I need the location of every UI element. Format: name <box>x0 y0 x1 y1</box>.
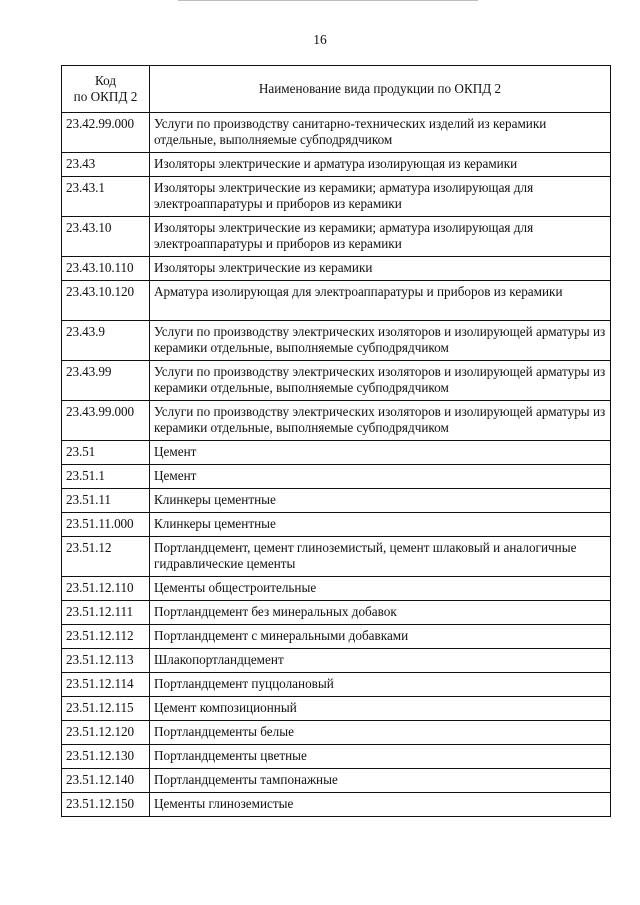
table-row <box>62 577 611 601</box>
product-name-cell: Портландцемент без минеральных добавок <box>150 601 611 625</box>
table-row <box>62 513 611 537</box>
product-name-cell: Услуги по производству санитарно-технических изделий из керамики отдельные, выполняемые субподрядчиком <box>150 113 611 153</box>
okpd-code-cell: 23.51 <box>62 441 150 465</box>
table-row <box>62 113 611 153</box>
table-row <box>62 697 611 721</box>
okpd-code-cell: 23.51.12.114 <box>62 673 150 697</box>
table-row <box>62 489 611 513</box>
okpd-code-cell: 23.51.12.115 <box>62 697 150 721</box>
table-row <box>62 321 611 361</box>
table-row <box>62 537 611 577</box>
okpd-code-cell: 23.43.99 <box>62 361 150 401</box>
table-row <box>62 441 611 465</box>
page-number: 16 <box>313 32 327 47</box>
product-name-cell: Клинкеры цементные <box>150 513 611 537</box>
table-row <box>62 361 611 401</box>
product-name-cell: Портландцемент пуццолановый <box>150 673 611 697</box>
table-row <box>62 793 611 817</box>
product-name-cell: Цементы глиноземистые <box>150 793 611 817</box>
product-name-cell: Услуги по производству электрических изоляторов и изолирующей арматуры из керамики отдельные, выполняемые субподрядчиком <box>150 361 611 401</box>
table-row <box>62 769 611 793</box>
product-name-cell: Цемент <box>150 441 611 465</box>
table-row <box>62 649 611 673</box>
table-row <box>62 745 611 769</box>
product-name-cell: Изоляторы электрические из керамики; арматура изолирующая для электроаппаратуры и приборов из керамики <box>150 217 611 257</box>
okpd-code-cell: 23.51.1 <box>62 465 150 489</box>
header-name: Наименование вида продукции по ОКПД 2 <box>150 66 611 113</box>
table-row <box>62 673 611 697</box>
product-name-cell: Услуги по производству электрических изоляторов и изолирующей арматуры из керамики отдельные, выполняемые субподрядчиком <box>150 321 611 361</box>
table-body <box>62 113 611 817</box>
okpd-code-cell: 23.51.12.150 <box>62 793 150 817</box>
product-name-cell: Портландцемент, цемент глиноземистый, цемент шлаковый и аналогичные гидравлические цементы <box>150 537 611 577</box>
okpd-product-table <box>61 65 611 817</box>
okpd-code-cell: 23.51.11 <box>62 489 150 513</box>
table-row <box>62 177 611 217</box>
okpd-code-cell: 23.51.12.112 <box>62 625 150 649</box>
header-code <box>62 66 150 113</box>
product-name-cell: Арматура изолирующая для электроаппаратуры и приборов из керамики <box>150 281 611 321</box>
product-name-cell: Портландцементы тампонажные <box>150 769 611 793</box>
okpd-code-cell: 23.43.9 <box>62 321 150 361</box>
product-name-cell: Портландцемент с минеральными добавками <box>150 625 611 649</box>
table-row <box>62 465 611 489</box>
table-row <box>62 401 611 441</box>
table-row <box>62 281 611 321</box>
product-name-cell: Цементы общестроительные <box>150 577 611 601</box>
okpd-code-cell: 23.43.10.120 <box>62 281 150 321</box>
okpd-code-cell: 23.51.12.110 <box>62 577 150 601</box>
okpd-code-cell: 23.51.12.113 <box>62 649 150 673</box>
okpd-code-cell: 23.43.99.000 <box>62 401 150 441</box>
product-name-cell: Цемент композиционный <box>150 697 611 721</box>
header-code-line1: Код <box>94 73 117 88</box>
table-row <box>62 217 611 257</box>
product-name-cell: Изоляторы электрические из керамики; арматура изолирующая для электроаппаратуры и приборов из керамики <box>150 177 611 217</box>
product-name-cell: Шлакопортландцемент <box>150 649 611 673</box>
okpd-code-cell: 23.51.12.111 <box>62 601 150 625</box>
product-name-cell: Портландцементы белые <box>150 721 611 745</box>
okpd-code-cell: 23.43.10.110 <box>62 257 150 281</box>
table-row <box>62 625 611 649</box>
okpd-code-cell: 23.43 <box>62 153 150 177</box>
okpd-code-cell: 23.51.12.140 <box>62 769 150 793</box>
okpd-code-cell: 23.43.1 <box>62 177 150 217</box>
table-row <box>62 257 611 281</box>
okpd-code-cell: 23.51.12.120 <box>62 721 150 745</box>
header-code-line2: по ОКПД 2 <box>73 89 138 104</box>
product-name-cell: Услуги по производству электрических изоляторов и изолирующей арматуры из керамики отдельные, выполняемые субподрядчиком <box>150 401 611 441</box>
okpd-code-cell: 23.51.11.000 <box>62 513 150 537</box>
product-name-cell: Клинкеры цементные <box>150 489 611 513</box>
table-row <box>62 721 611 745</box>
table-row <box>62 601 611 625</box>
okpd-code-cell: 23.43.10 <box>62 217 150 257</box>
scan-edge-line <box>178 0 478 1</box>
table-row <box>62 153 611 177</box>
okpd-code-cell: 23.42.99.000 <box>62 113 150 153</box>
okpd-code-cell: 23.51.12 <box>62 537 150 577</box>
table-header-row <box>62 66 611 113</box>
product-name-cell: Портландцементы цветные <box>150 745 611 769</box>
product-name-cell: Цемент <box>150 465 611 489</box>
okpd-code-cell: 23.51.12.130 <box>62 745 150 769</box>
product-name-cell: Изоляторы электрические из керамики <box>150 257 611 281</box>
product-name-cell: Изоляторы электрические и арматура изолирующая из керамики <box>150 153 611 177</box>
